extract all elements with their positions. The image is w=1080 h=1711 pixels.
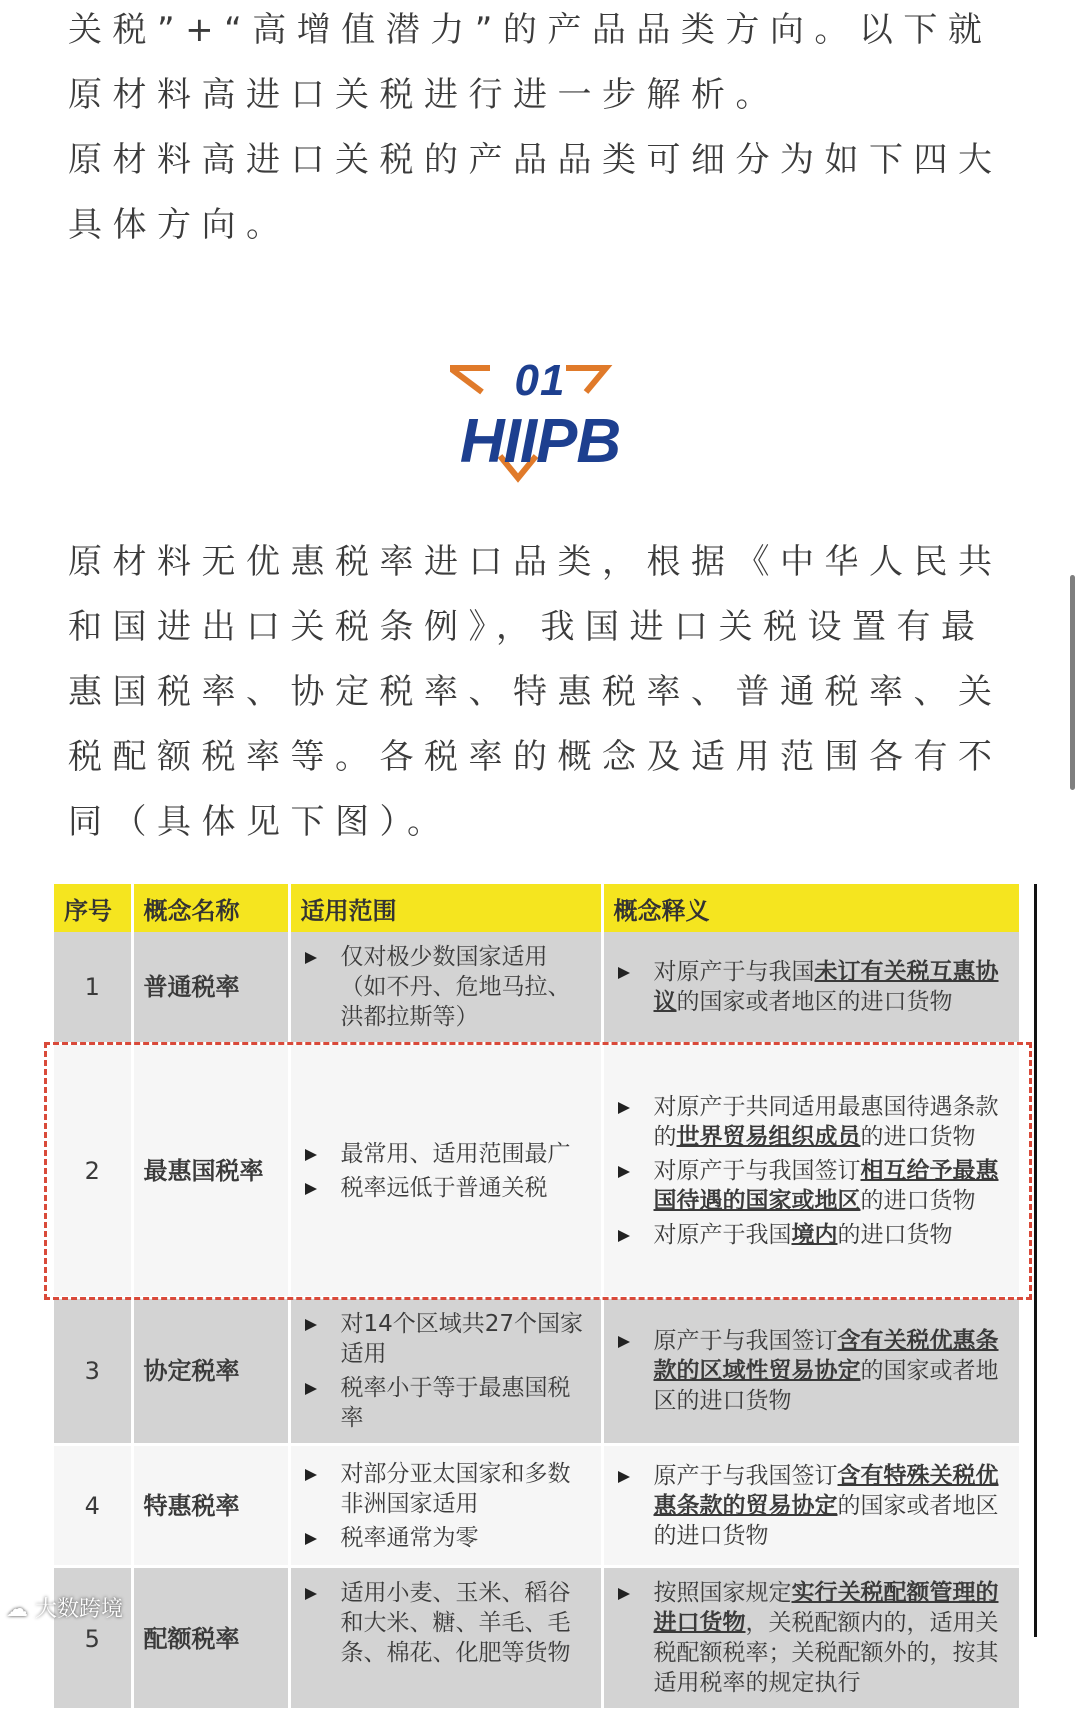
- row-index: 1: [54, 932, 132, 1044]
- definition-item: 原产于与我国签订含有特殊关税优惠条款的贸易协定的国家或者地区的进口货物: [614, 1461, 1009, 1551]
- emphasis-text: 含有特殊关税优惠条款的贸易协定: [653, 1462, 999, 1519]
- emphasis-text: 相互给予最惠国待遇的国家或地区: [653, 1157, 999, 1214]
- row-definition: [602, 1298, 1020, 1445]
- header-scope: 适用范围: [289, 884, 602, 932]
- row-index: 4: [54, 1445, 132, 1567]
- scope-item: 适用小麦、玉米、稻谷和大米、糖、羊毛、毛条、棉花、化肥等货物: [301, 1578, 591, 1668]
- section-heading-logo: [450, 356, 630, 506]
- definition-item: 原产于与我国签订含有关税优惠条款的区域性贸易协定的国家或者地区的进口货物: [614, 1326, 1009, 1416]
- scope-item: 仅对极少数国家适用（如不丹、危地马拉、洪都拉斯等）: [301, 942, 591, 1032]
- scope-item: 税率远低于普通关税: [301, 1173, 591, 1203]
- row-index: 5: [54, 1567, 132, 1710]
- row-scope: [289, 1298, 602, 1445]
- table-edge-line: [1034, 884, 1037, 1637]
- definition-item: 对原产于与我国未订有关税互惠协议的国家或者地区的进口货物: [614, 957, 1009, 1017]
- row-definition: [602, 1445, 1020, 1567]
- table-header-row: [54, 884, 1020, 932]
- row-scope: [289, 1445, 602, 1567]
- definition-item: 对原产于与我国签订相互给予最惠国待遇的国家或地区的进口货物: [614, 1156, 1009, 1216]
- intro-paragraph-1: 关税”+“高增值潜力”的产品品类方向。以下就原材料高进口关税进行进一步解析。: [68, 10, 993, 115]
- section-brand: HIIPB: [459, 407, 621, 476]
- row-name: 特惠税率: [132, 1445, 289, 1567]
- row-definition: [602, 932, 1020, 1044]
- table-row: [54, 1044, 1020, 1298]
- row-name: 配额税率: [132, 1567, 289, 1710]
- header-definition: 概念释义: [602, 884, 1020, 932]
- table-row: [54, 1445, 1020, 1567]
- row-index: 3: [54, 1298, 132, 1445]
- row-name: 普通税率: [132, 932, 289, 1044]
- page-scrollbar[interactable]: [1070, 575, 1075, 790]
- watermark: [6, 1592, 123, 1623]
- table-row: [54, 932, 1020, 1044]
- scope-item: 对14个区域共27个国家适用: [301, 1309, 591, 1369]
- emphasis-text: 实行关税配额管理的进口货物: [653, 1580, 999, 1636]
- row-index: 2: [54, 1044, 132, 1298]
- row-scope: [289, 932, 602, 1044]
- body-paragraph: 原材料无优惠税率进口品类，根据《中华人民共和国进出口关税条例》，我国进口关税设置有最惠国税率、协定税率、特惠税率、普通税率、关税配额税率等。各税率的概念及适用范围各有不同（具体见下图）。: [68, 542, 1003, 842]
- scope-item: 对部分亚太国家和多数非洲国家适用: [301, 1459, 591, 1519]
- definition-item: 对原产于我国境内的进口货物: [614, 1220, 1009, 1250]
- header-name: 概念名称: [132, 884, 289, 932]
- header-index: 序号: [54, 884, 132, 932]
- watermark-logo-icon: ☁: [6, 1597, 35, 1622]
- tariff-rate-table: [54, 884, 1022, 1711]
- scope-item: 税率通常为零: [301, 1523, 591, 1553]
- row-scope: [289, 1044, 602, 1298]
- emphasis-text: 未订有关税互惠协议: [653, 959, 999, 1015]
- definition-item: 对原产于共同适用最惠国待遇条款的世界贸易组织成员的进口货物: [614, 1092, 1009, 1152]
- intro-paragraph-2: 原材料高进口关税的产品品类可细分为如下四大具体方向。: [68, 140, 1003, 245]
- row-definition: [602, 1567, 1020, 1710]
- watermark-text: 大数跨境: [35, 1597, 124, 1622]
- section-number: 01: [514, 356, 566, 405]
- emphasis-text: 含有关税优惠条款的区域性贸易协定: [653, 1328, 999, 1384]
- row-name: 最惠国税率: [132, 1044, 289, 1298]
- row-definition: [602, 1044, 1020, 1298]
- scope-item: 税率小于等于最惠国税率: [301, 1373, 591, 1433]
- emphasis-text: 世界贸易组织成员: [676, 1123, 861, 1150]
- scope-item: 最常用、适用范围最广: [301, 1139, 591, 1169]
- definition-item: 按照国家规定实行关税配额管理的进口货物，关税配额内的，适用关税配额税率；关税配额外的，按其适用税率的规定执行: [614, 1578, 1009, 1698]
- row-scope: [289, 1567, 602, 1710]
- row-name: 协定税率: [132, 1298, 289, 1445]
- emphasis-text: 境内: [791, 1221, 838, 1248]
- table-row: [54, 1567, 1020, 1710]
- table-row: [54, 1298, 1020, 1445]
